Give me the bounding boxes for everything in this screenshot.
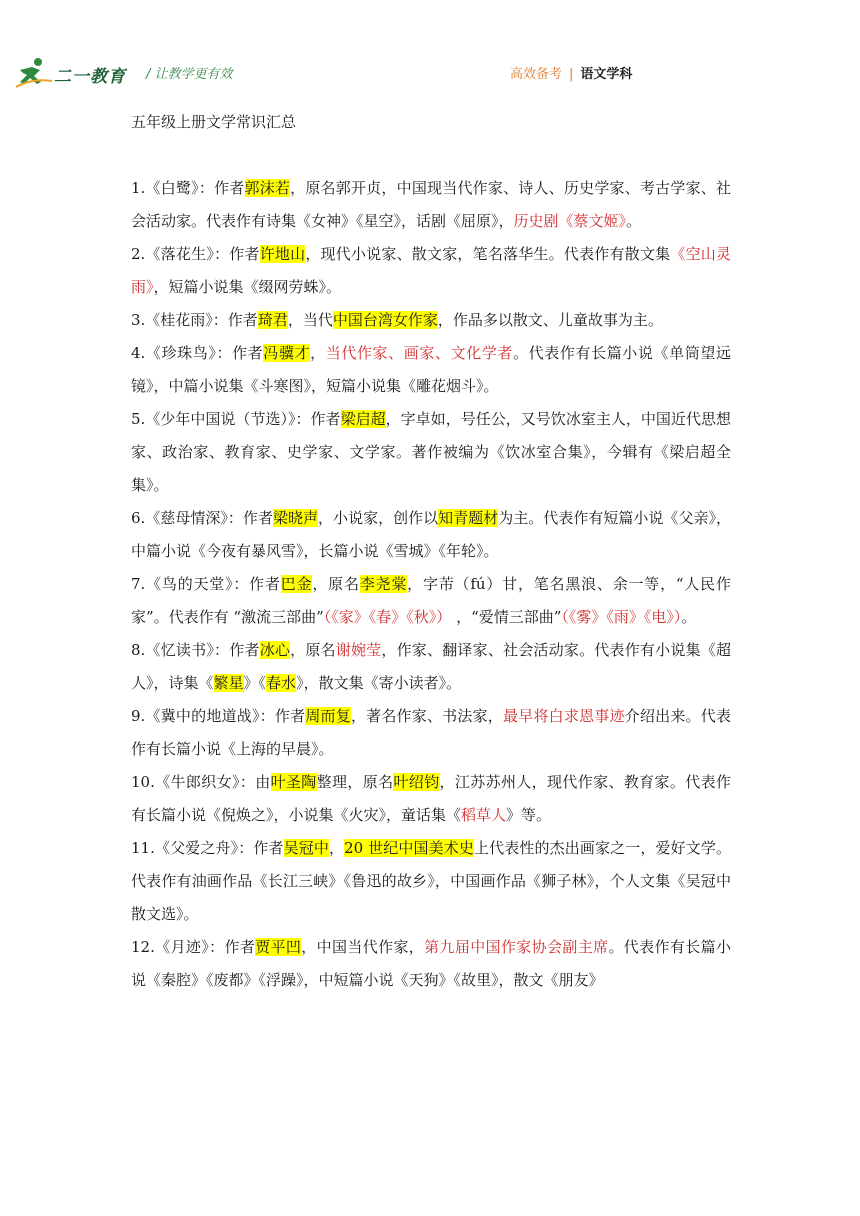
highlighted-text: 琦君	[257, 311, 288, 329]
entry-5	[131, 403, 731, 502]
red-text: 《空山灵雨》	[131, 245, 731, 296]
entry-text: ，字芾（fú）甘，笔名黑浪、余一等，“人民作家”。代表作有 “激流三部曲”	[131, 575, 731, 626]
red-text: 第九届中国作家协会副主席	[424, 938, 609, 956]
entry-text: ，原名	[312, 575, 360, 593]
entry-2	[131, 238, 731, 304]
logo	[14, 56, 138, 90]
entry-text: 》《	[243, 674, 267, 692]
highlighted-text: 20 世纪中国美术史	[344, 839, 474, 857]
highlighted-text: 中国台湾女作家	[332, 311, 438, 329]
entry-text: 》，散文集《寄小读者》。	[296, 674, 462, 692]
entry-text: ，中国当代作家，	[301, 938, 425, 956]
entry-text: 上代表性的杰出画家之一，爱好文学。代表作有油画作品《长江三峡》《鲁迅的故乡》，中国画作品《狮子林》，个人文集《吴冠中散文选》。	[131, 839, 731, 923]
entry-3	[131, 304, 731, 337]
entry-text: ，当代	[287, 311, 333, 329]
entry-text: 3.《桂花雨》：作者	[131, 311, 258, 329]
entry-text: ，小说家，创作以	[318, 509, 439, 527]
entry-text: 2.《落花生》：作者	[131, 245, 260, 263]
entry-text: ，	[328, 839, 345, 857]
entry-text: 1.《白鹭》：作者	[131, 179, 245, 197]
highlighted-text: 冰心	[259, 641, 291, 659]
highlighted-text: 叶圣陶	[270, 773, 317, 791]
entry-text: ，现代小说家、散文家，笔名落华生。代表作有散文集	[305, 245, 671, 263]
highlighted-text: 叶绍钧	[393, 773, 440, 791]
entry-9	[131, 700, 731, 766]
entry-text: 11.《父爱之舟》：作者	[131, 839, 284, 857]
highlighted-text: 冯骥才	[263, 344, 311, 362]
entry-text: ，作家、翻译家、社会活动家。代表作有小说集《超人》，诗集《	[131, 641, 731, 692]
red-text: （《雾》《雨》《电》）	[561, 608, 682, 626]
entry-text: ，作品多以散文、儿童故事为主。	[437, 311, 663, 329]
runner-logo-icon	[14, 56, 54, 90]
entry-text: 为主。代表作有短篇小说《父亲》，中篇小说《今夜有暴风雪》，长篇小说《雪城》《年轮》。	[131, 509, 731, 560]
highlighted-text: 知青题材	[438, 509, 499, 527]
highlighted-text: 吴冠中	[283, 839, 329, 857]
entry-text: ，原名	[290, 641, 336, 659]
entry-text: 。	[681, 608, 697, 626]
red-text: 最早将白求恩事迹	[503, 707, 625, 725]
entry-11	[131, 832, 731, 931]
entry-text: 》等。	[506, 806, 552, 824]
entry-list	[131, 172, 731, 997]
document-title: 五年级上册文学常识汇总	[131, 113, 297, 131]
entry-text: ，著名作家、书法家，	[350, 707, 504, 725]
entry-text: 5.《少年中国说（节选）》：作者	[131, 410, 341, 428]
header-subject	[510, 63, 632, 82]
highlighted-text: 春水	[266, 674, 297, 692]
entry-text: 12.《月迹》：作者	[131, 938, 256, 956]
highlighted-text: 贾平凹	[255, 938, 302, 956]
highlighted-text: 巴金	[280, 575, 313, 593]
highlighted-text: 梁晓声	[272, 509, 319, 527]
logo-text: 二一教育	[54, 67, 126, 87]
slogan: / 让教学更有效	[146, 67, 233, 82]
entry-text: 。代表作有长篇小说《秦腔》《废都》《浮躁》，中短篇小说《天狗》《故里》，散文《朋友》	[131, 938, 731, 989]
entry-text: 。代表作有长篇小说《单筒望远镜》，中篇小说集《斗寒图》，短篇小说集《雕花烟斗》。	[131, 344, 731, 395]
highlighted-text: 梁启超	[340, 410, 386, 428]
entry-8	[131, 634, 731, 700]
entry-text: 10.《牛郎织女》：由	[131, 773, 271, 791]
highlighted-text: 繁星	[213, 674, 244, 692]
entry-7	[131, 568, 731, 634]
entry-10	[131, 766, 731, 832]
entry-text: ，“爱情三部曲”	[451, 608, 562, 626]
header-subject-label: 语文学科	[580, 67, 633, 82]
highlighted-text: 许地山	[259, 245, 306, 263]
entry-text: 介绍出来。代表作有长篇小说《上海的早晨》。	[131, 707, 731, 758]
entry-text: ，江苏苏州人，现代作家、教育家。代表作有长篇小说《倪焕之》，小说集《火灾》，童话集《	[131, 773, 731, 824]
red-text: 稻草人	[461, 806, 507, 824]
entry-text: 4.《珍珠鸟》：作者	[131, 344, 264, 362]
page-header	[0, 0, 860, 100]
entry-text: ，字卓如，号任公，又号饮冰室主人，中国近代思想家、政治家、教育家、史学家、文学家。著作被编为《饮冰室合集》，今辑有《梁启超全集》。	[131, 410, 731, 494]
entry-text: 9.《冀中的地道战》：作者	[131, 707, 306, 725]
entry-text: ，短篇小说集《缀网劳蛛》。	[153, 278, 342, 296]
header-primary-label: 高效备考	[510, 67, 563, 82]
entry-text: ，	[310, 344, 326, 362]
highlighted-text: 李尧棠	[359, 575, 408, 593]
red-text: 谢婉莹	[335, 641, 382, 659]
highlighted-text: 郭沫若	[244, 179, 291, 197]
entry-6	[131, 502, 731, 568]
header-separator: |	[569, 67, 574, 82]
red-text: 历史剧《蔡文姬》	[513, 212, 627, 230]
entry-1	[131, 172, 731, 238]
entry-text: 。	[626, 212, 642, 230]
red-text: 当代作家、画家、文化学者	[325, 344, 514, 362]
document-body	[131, 108, 731, 997]
entry-12	[131, 931, 731, 997]
entry-text: ，原名郭开贞，中国现当代作家、诗人、历史学家、考古学家、社会活动家。代表作有诗集《女神》《星空》，话剧《屈原》，	[131, 179, 731, 230]
entry-text: 6.《慈母情深》：作者	[131, 509, 273, 527]
entry-4	[131, 337, 731, 403]
highlighted-text: 周而复	[305, 707, 351, 725]
entry-text: 8.《忆读书》：作者	[131, 641, 260, 659]
entry-text: 整理，原名	[316, 773, 394, 791]
red-text: （《家》《春》《秋》）	[323, 608, 452, 626]
entry-text: 7.《鸟的天堂》：作者	[131, 575, 281, 593]
